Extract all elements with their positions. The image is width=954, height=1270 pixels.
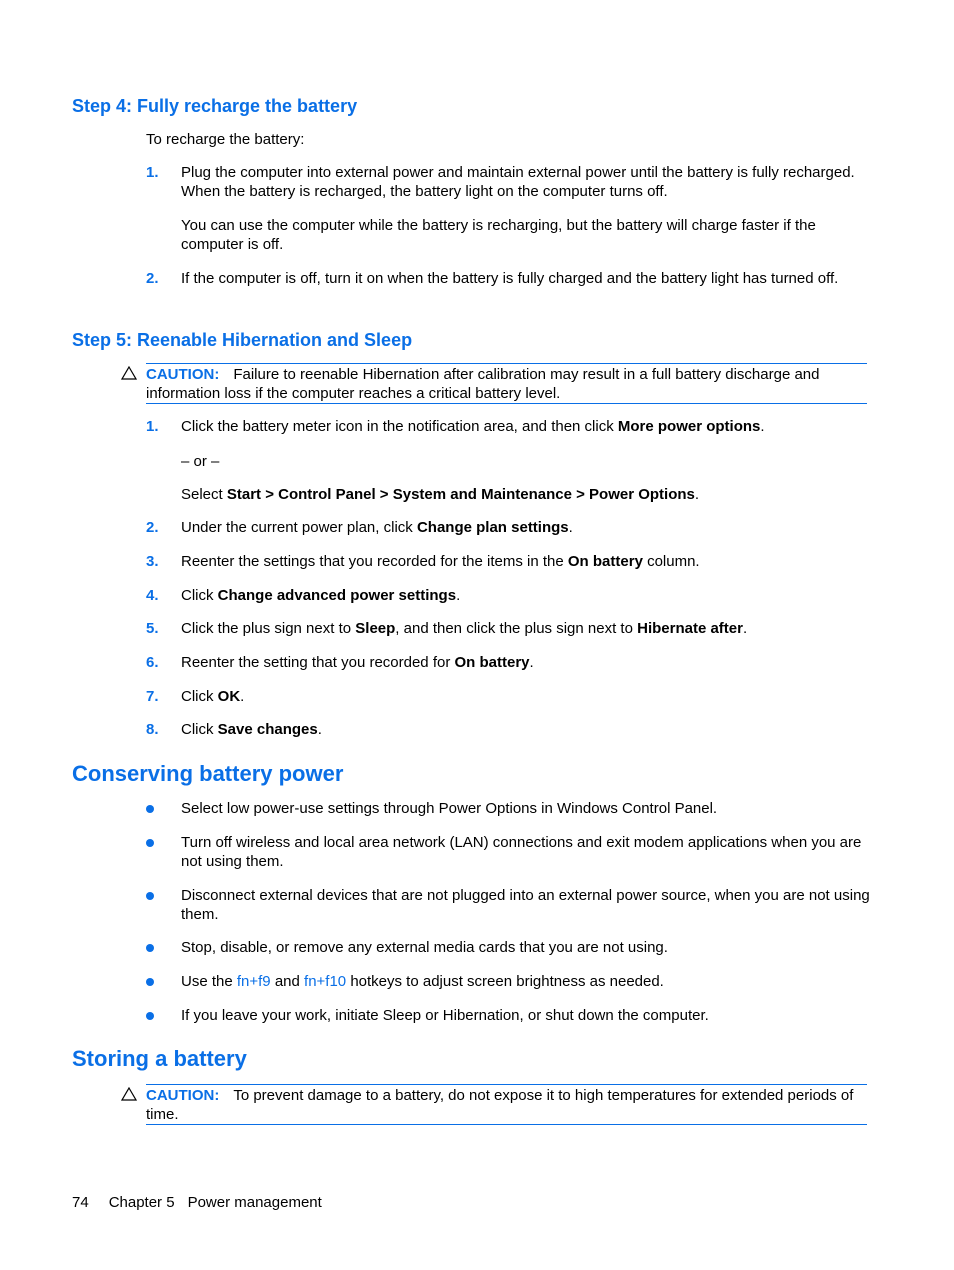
step5-select-path: Select Start > Control Panel > System and Maintenance > Power Options. <box>181 486 700 503</box>
step4-item1-note: You can use the computer while the battery is recharging, but the battery will charge faster if the computer is off. <box>181 217 816 253</box>
bullet-dot-icon <box>146 839 154 847</box>
footer <box>72 1193 322 1212</box>
bullet-dot-icon <box>146 1012 154 1020</box>
step5-item6-text: Reenter the setting that you recorded for On battery. <box>181 654 534 671</box>
step5-item1-text: Click the battery meter icon in the notification area, and then click More power options. <box>181 418 765 435</box>
step5-item4-number: 4. <box>146 587 159 604</box>
bullet-dot-icon <box>146 892 154 900</box>
step5-item1-number: 1. <box>146 418 159 435</box>
step5-item3-text: Reenter the settings that you recorded for the items in the On battery column. <box>181 553 700 570</box>
step5-item5-text: Click the plus sign next to Sleep, and then click the plus sign next to Hibernate after. <box>181 620 748 637</box>
warning-triangle-icon <box>121 1087 137 1101</box>
bullet-dot-icon <box>146 978 154 986</box>
step5-item8-text: Click Save changes. <box>181 721 322 738</box>
step4-item1-number: 1. <box>146 164 159 181</box>
step5-caution <box>146 363 867 404</box>
step4-item2-number: 2. <box>146 270 159 287</box>
conserving-bullet-6: If you leave your work, initiate Sleep or Hibernation, or shut down the computer. <box>181 1007 709 1024</box>
step4-item1-text: Plug the computer into external power and maintain external power until the battery is fully recharged. When the battery is recharged, the battery light on the computer turns off. <box>181 164 855 200</box>
bullet-dot-icon <box>146 805 154 813</box>
conserving-bullet-5: Use the fn+f9 and fn+f10 hotkeys to adjust screen brightness as needed. <box>181 973 664 990</box>
step5-item8-number: 8. <box>146 721 159 738</box>
step5-item4-text: Click Change advanced power settings. <box>181 587 461 604</box>
caution-text: Failure to reenable Hibernation after calibration may result in a full battery discharge and information loss if the computer reaches a critical battery level. <box>146 366 820 402</box>
fn-f10-link[interactable]: fn+f10 <box>304 973 347 990</box>
step5-item2-number: 2. <box>146 519 159 536</box>
conserving-bullet-2: Turn off wireless and local area network (LAN) connections and exit modem applications when you are not using them. <box>181 834 862 870</box>
caution-label: CAUTION: <box>146 1087 220 1104</box>
step4-heading: Step 4: Fully recharge the battery <box>72 96 358 116</box>
conserving-bullet-3: Disconnect external devices that are not plugged into an external power source, when you are not using them. <box>181 887 870 923</box>
storing-heading: Storing a battery <box>72 1046 247 1071</box>
step5-item2-text: Under the current power plan, click Change plan settings. <box>181 519 573 536</box>
step5-item7-number: 7. <box>146 688 159 705</box>
bullet-dot-icon <box>146 944 154 952</box>
caution-text: To prevent damage to a battery, do not expose it to high temperatures for extended periods of time. <box>146 1087 854 1123</box>
step4-intro: To recharge the battery: <box>146 131 305 148</box>
step5-item5-number: 5. <box>146 620 159 637</box>
step4-item2-text: If the computer is off, turn it on when the battery is fully charged and the battery light has turned off. <box>181 270 839 287</box>
step5-or: – or – <box>181 453 220 470</box>
caution-label: CAUTION: <box>146 366 220 383</box>
conserving-bullet-4: Stop, disable, or remove any external media cards that you are not using. <box>181 939 668 956</box>
footer-chapter: Chapter 5 <box>108 1194 175 1211</box>
storing-caution <box>146 1084 867 1125</box>
step5-item6-number: 6. <box>146 654 159 671</box>
step5-item3-number: 3. <box>146 553 159 570</box>
conserving-bullet-1: Select low power-use settings through Power Options in Windows Control Panel. <box>181 800 718 817</box>
conserving-heading: Conserving battery power <box>72 761 344 786</box>
fn-f9-link[interactable]: fn+f9 <box>236 973 271 990</box>
step5-heading: Step 5: Reenable Hibernation and Sleep <box>72 330 413 350</box>
footer-title: Power management <box>187 1194 322 1211</box>
step5-item7-text: Click OK. <box>181 688 245 705</box>
warning-triangle-icon <box>121 366 137 380</box>
page-number: 74 <box>72 1194 89 1211</box>
